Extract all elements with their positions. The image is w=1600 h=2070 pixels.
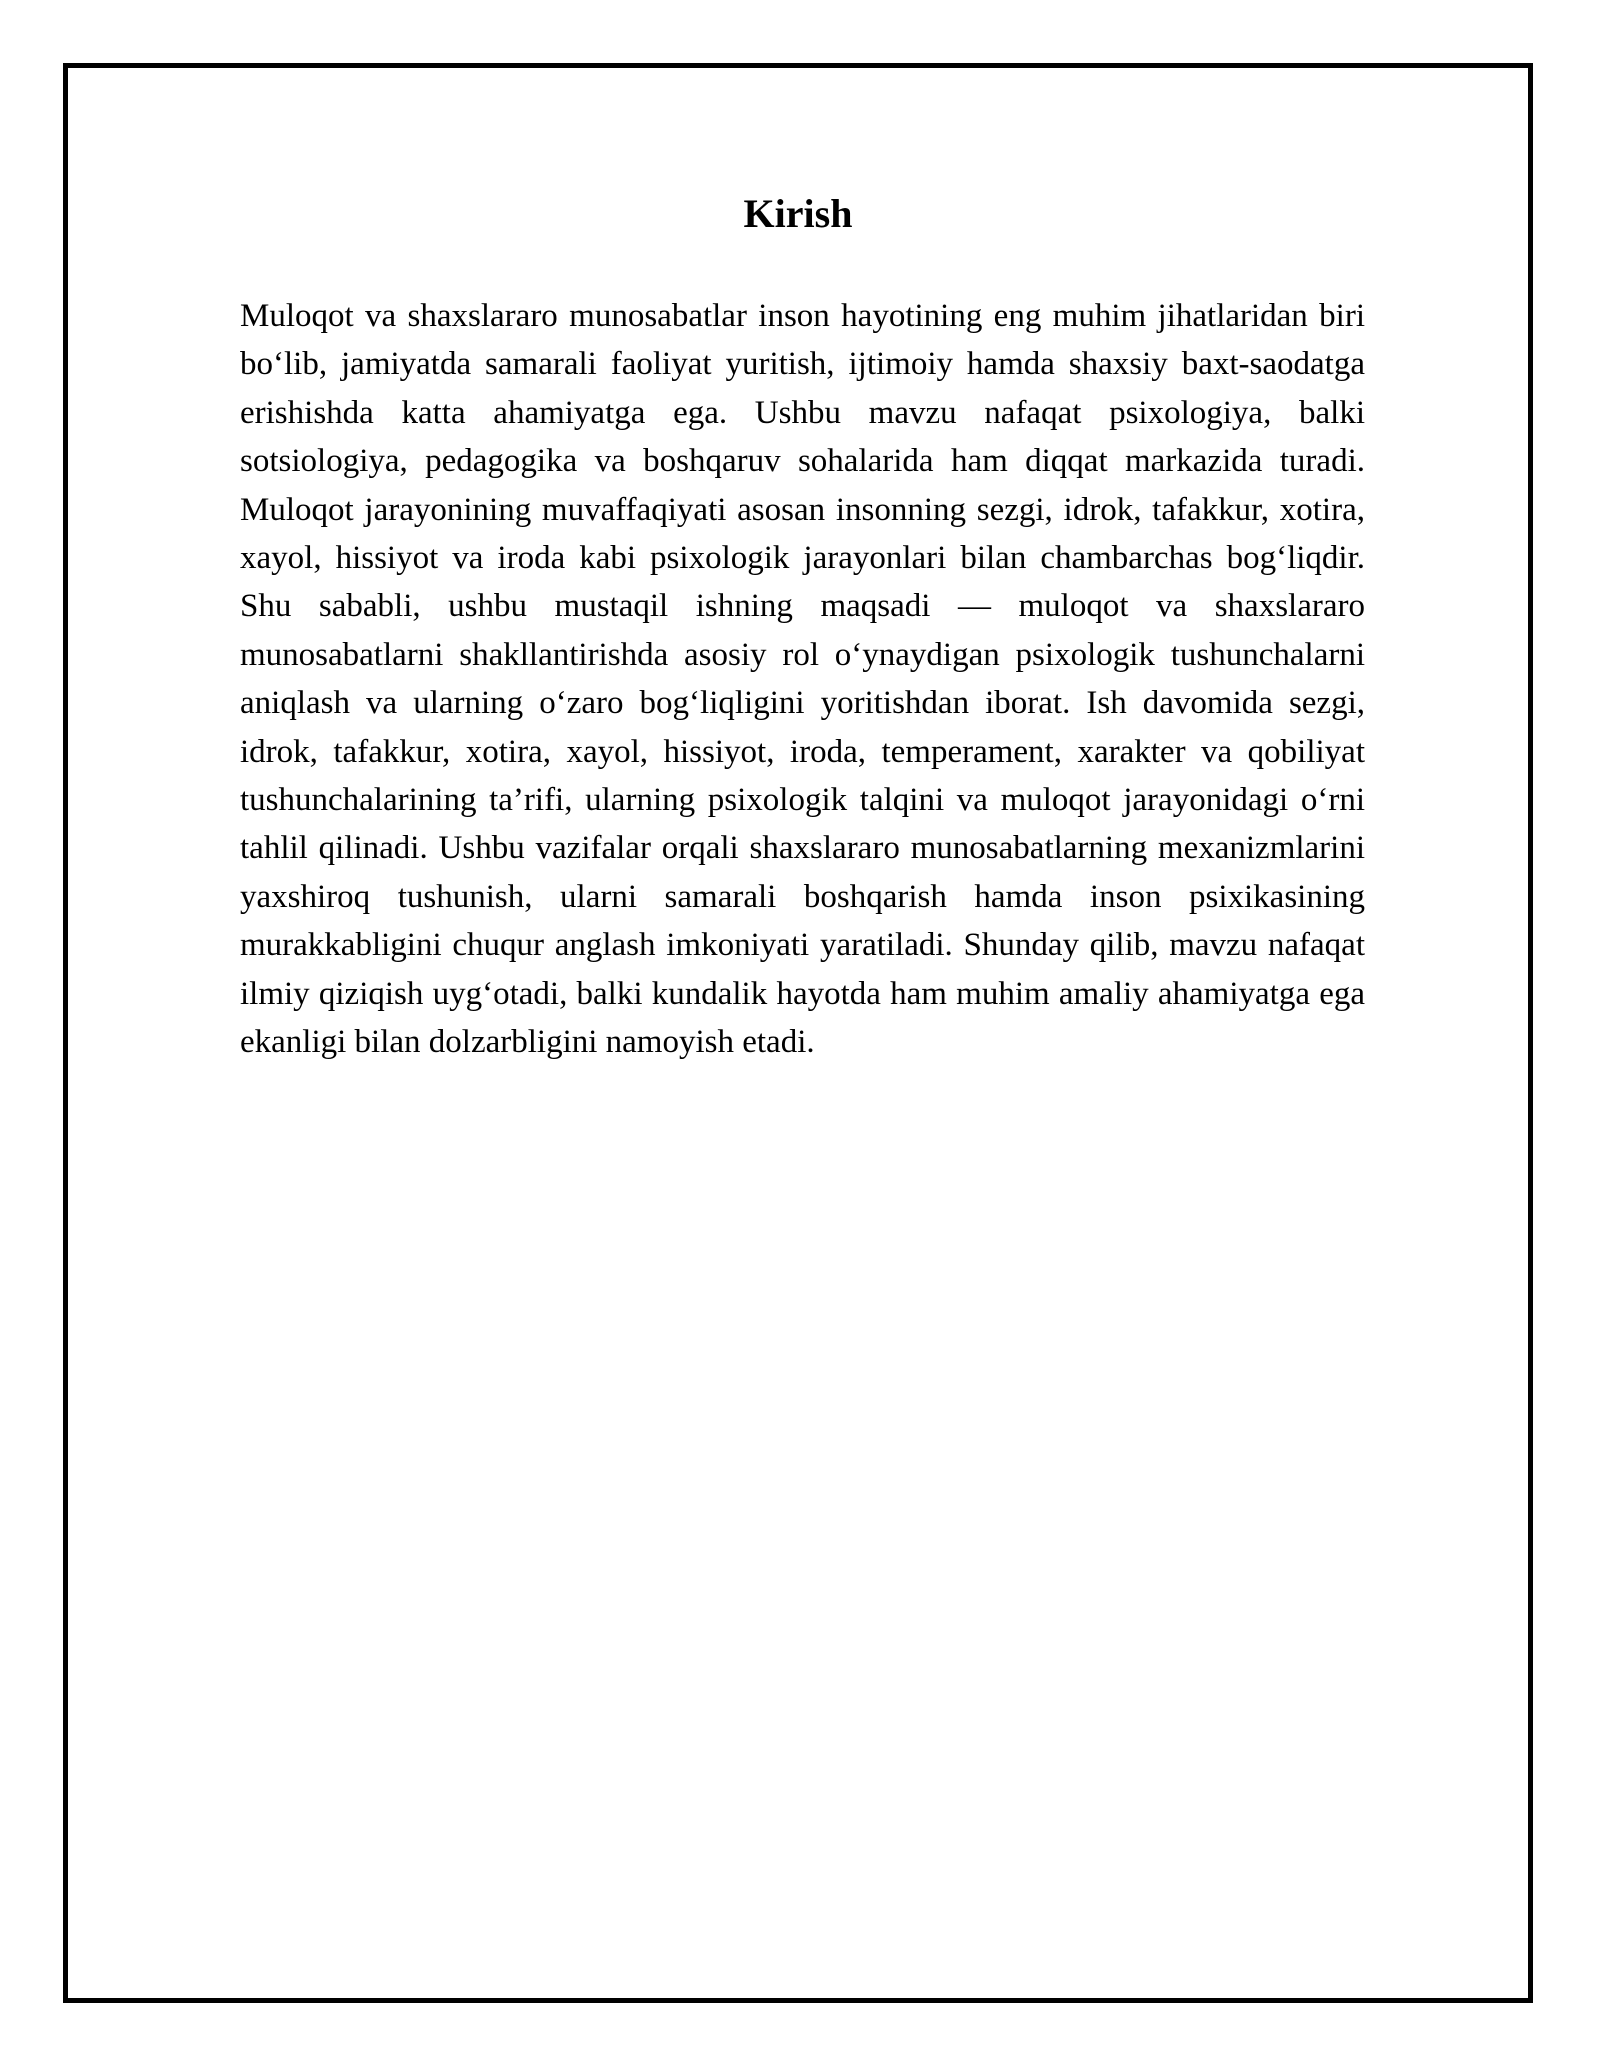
page-title: Kirish [743, 191, 853, 236]
introduction-paragraph: Muloqot va shaxslararo munosabatlar inson hayotining eng muhim jihatlaridan biri bo‘lib, jamiyatda samarali faoliyat yuritish, ijtimoiy hamda shaxsiy baxt-saodatga erishishda katta ahamiyatga ega. Ushbu mavzu nafaqat psixologiya, balki sotsiologiya, pedagogika va boshqaruv sohalarida ham diqqat markazida turadi. Muloqot jarayonining muvaffaqiyati asosan insonning sezgi, idrok, tafakkur, xotira, xayol, hissiyot va iroda kabi psixologik jarayonlari bilan chambarchas bog‘liqdir. Shu sababli, ushbu mustaqil ishning maqsadi — muloqot va shaxslararo munosabatlarni shakllantirishda asosiy rol o‘ynaydigan psixologik tushunchalarni aniqlash va ularning o‘zaro bog‘liqligini yoritishdan iborat. Ish davomida sezgi, idrok, tafakkur, xotira, xayol, hissiyot, iroda, temperament, xarakter va qobiliyat tushunchalarining ta’rifi, ularning psixologik talqini va muloqot jarayonidagi o‘rni tahlil qilinadi. Ushbu vazifalar orqali shaxslararo munosabatlarning mexanizmlarini yaxshiroq tushunish, ularni samarali boshqarish hamda inson psixikasining murakkabligini chuqur anglash imkoniyati yaratiladi. Shunday qilib, mavzu nafaqat ilmiy qiziqish uyg‘otadi, balki kundalik hayotda ham muhim amaliy ahamiyatga ega ekanligi bilan dolzarbligini namoyish etadi. [240, 298, 1365, 1061]
page-border-frame [63, 63, 1533, 2003]
